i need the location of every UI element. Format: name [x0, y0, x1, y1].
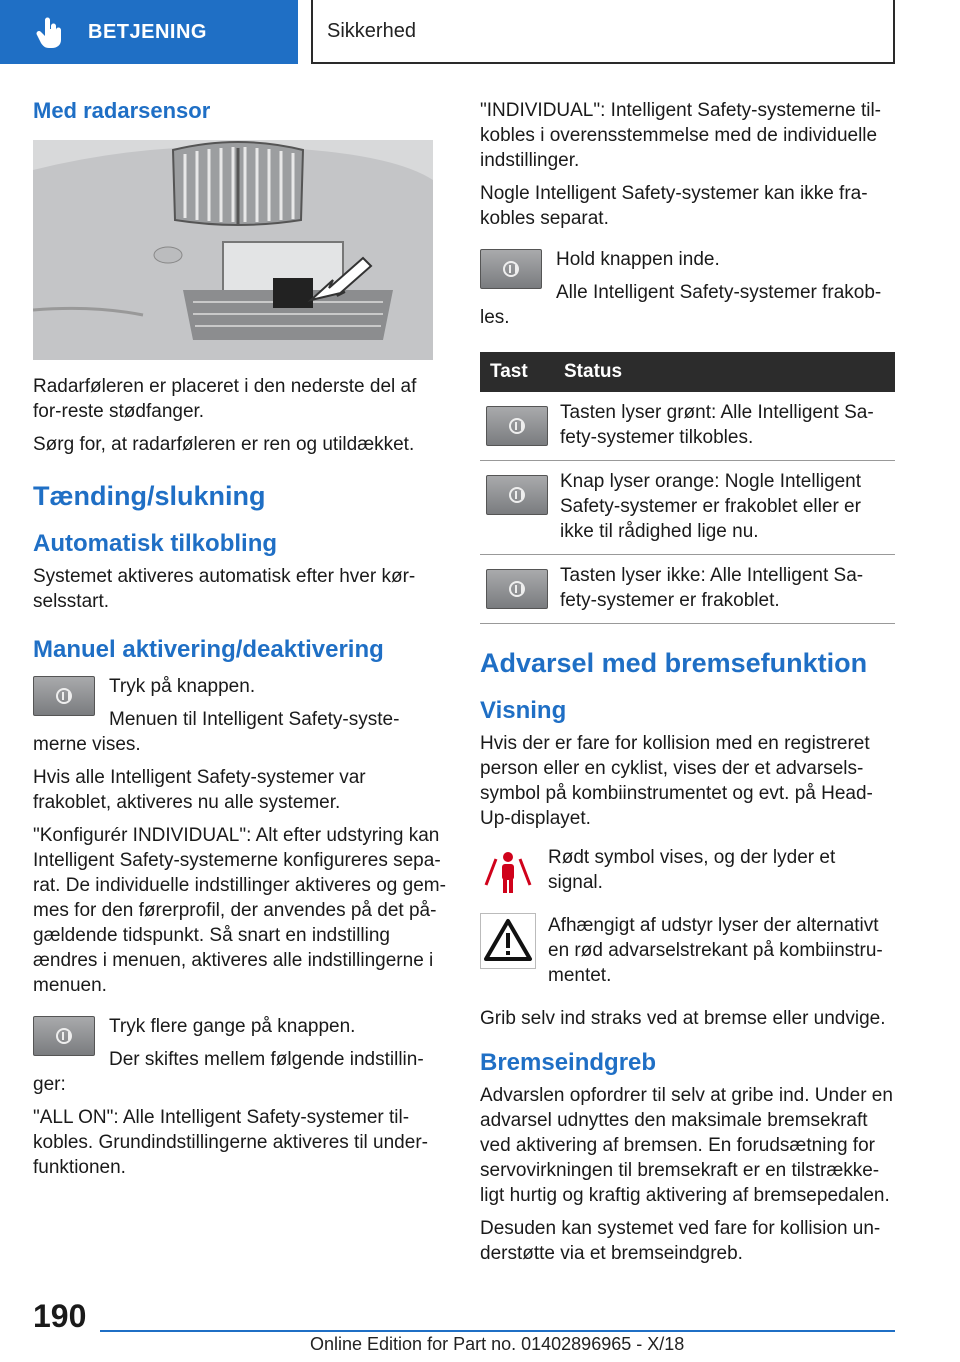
button-instruction-3: [480, 247, 895, 330]
button-instruction-2: [33, 1014, 447, 1097]
paragraph-radar-clean: Sørg for, at radarføleren er ren og utildækket.: [33, 434, 415, 455]
table-cell-status: Knap lyser orange: Nogle Intelligent Safety-systemer er frakoblet eller er ikke til rådighed lige nu.: [554, 461, 895, 555]
heading-manuel-aktivering: Manuel aktivering/deaktivering: [33, 636, 384, 663]
paragraph-radar-location: Radarføleren er placeret i den nederste del af for-reste stødfanger.: [33, 376, 417, 422]
warning-symbol-row-1: [480, 845, 895, 903]
chapter-tab-label: BETJENING: [88, 20, 207, 43]
chapter-tab[interactable]: [0, 0, 298, 64]
heading-bremseindgreb: Bremseindgreb: [480, 1049, 657, 1076]
warning-text-red-symbol: Rødt symbol vises, og der lyder et signal.: [548, 847, 836, 893]
table-cell-status: Tasten lyser ikke: Alle Intelligent Sa-fety-systemer er frakoblet.: [554, 555, 895, 624]
intelligent-safety-button-icon: [480, 249, 542, 289]
warning-triangle-icon: [480, 913, 536, 969]
edition-footer: Online Edition for Part no. 01402896965 - X/18: [310, 1334, 685, 1354]
section-title: Sikkerhed: [311, 0, 895, 64]
table-header-tast: Tast: [480, 352, 554, 392]
paragraph-grib: Grib selv ind straks ved at bremse eller undvige.: [480, 1008, 886, 1029]
radar-sensor-car-image: [33, 140, 433, 360]
button-status-table: [480, 352, 895, 624]
heading-taending-slukning: Tænding/slukning: [33, 481, 266, 511]
table-row: [480, 461, 895, 555]
warning-text-triangle: Afhængigt af udstyr lyser der alternativt en rød advarselstrekant på kombiinstru-mentet.: [548, 915, 883, 986]
footer-divider: [100, 1330, 895, 1332]
paragraph-bremse-2: Desuden kan systemet ved fare for kollision un-derstøtte via et bremseindgreb.: [480, 1218, 881, 1264]
instruction-tryk: Tryk på knappen.: [109, 676, 256, 697]
intelligent-safety-button-icon: [486, 406, 548, 446]
instruction-tryk-flere: Tryk flere gange på knappen.: [109, 1016, 356, 1037]
hand-pointer-icon: [36, 16, 64, 48]
paragraph-nogle: Nogle Intelligent Safety-systemer kan ikke fra-kobles separat.: [480, 183, 868, 229]
paragraph-konfigurer: "Konfigurér INDIVIDUAL": Alt efter udstyring kan Intelligent Safety-systemerne konfigureres sepa-rat. De individuelle indstillinger aktiveres og gem-mes for den førerprofil, der anvendes på det på-gældende tidspunkt. Så snart en indstilling ændres i menuen, aktiveres alle indstillingerne i menuen.: [33, 825, 446, 996]
table-header-status: Status: [554, 352, 895, 392]
paragraph-hvis-alle: Hvis alle Intelligent Safety-systemer var frakoblet, aktiveres nu alle systemer.: [33, 767, 366, 813]
left-column: [33, 98, 447, 1188]
heading-advarsel-bremsefunktion: Advarsel med bremsefunktion: [480, 648, 868, 678]
intelligent-safety-button-icon: [486, 475, 548, 515]
right-column: [480, 98, 895, 1274]
instruction-skiftes: Der skiftes mellem følgende indstillin-ger:: [33, 1049, 424, 1095]
paragraph-individual: "INDIVIDUAL": Intelligent Safety-systemerne til-kobles i overensstemmelse med de individuelle indstillinger.: [480, 100, 882, 171]
heading-automatisk-tilkobling: Automatisk tilkobling: [33, 530, 278, 557]
paragraph-visning: Hvis der er fare for kollision med en registreret person eller en cyklist, vises der et advarsels-symbol på kombiinstrumentet og evt. på Head-Up-displayet.: [480, 733, 873, 829]
heading-med-radarsensor: Med radarsensor: [33, 98, 211, 123]
instruction-frakobles: Alle Intelligent Safety-systemer frakob-les.: [480, 282, 882, 328]
table-cell-status: Tasten lyser grønt: Alle Intelligent Sa-fety-systemer tilkobles.: [554, 392, 895, 461]
warning-symbol-row-2: [480, 913, 895, 996]
page-number: 190: [33, 1298, 87, 1334]
paragraph-all-on: "ALL ON": Alle Intelligent Safety-systemer til-kobles. Grundindstillingerne aktiveres til under-funktionen.: [33, 1107, 428, 1178]
paragraph-auto: Systemet aktiveres automatisk efter hver kør-selsstart.: [33, 566, 416, 612]
instruction-menu: Menuen til Intelligent Safety-syste-merne vises.: [33, 709, 400, 755]
paragraph-bremse-1: Advarslen opfordrer til selv at gribe ind. Under en advarsel udnyttes den maksimale bremsekraft ved aktivering af bremsen. En forudsætning for servovirkningen til bremsekraft er en tilstrække-ligt hurtig og kraftig aktivering af bremsepedalen.: [480, 1085, 893, 1206]
pedestrian-warning-icon: [480, 845, 536, 901]
intelligent-safety-button-icon: [486, 569, 548, 609]
intelligent-safety-button-icon: [33, 676, 95, 716]
table-row: [480, 555, 895, 624]
heading-visning: Visning: [480, 697, 567, 724]
instruction-hold: Hold knappen inde.: [556, 249, 720, 270]
button-instruction-1: [33, 674, 447, 757]
table-row: [480, 392, 895, 461]
intelligent-safety-button-icon: [33, 1016, 95, 1056]
